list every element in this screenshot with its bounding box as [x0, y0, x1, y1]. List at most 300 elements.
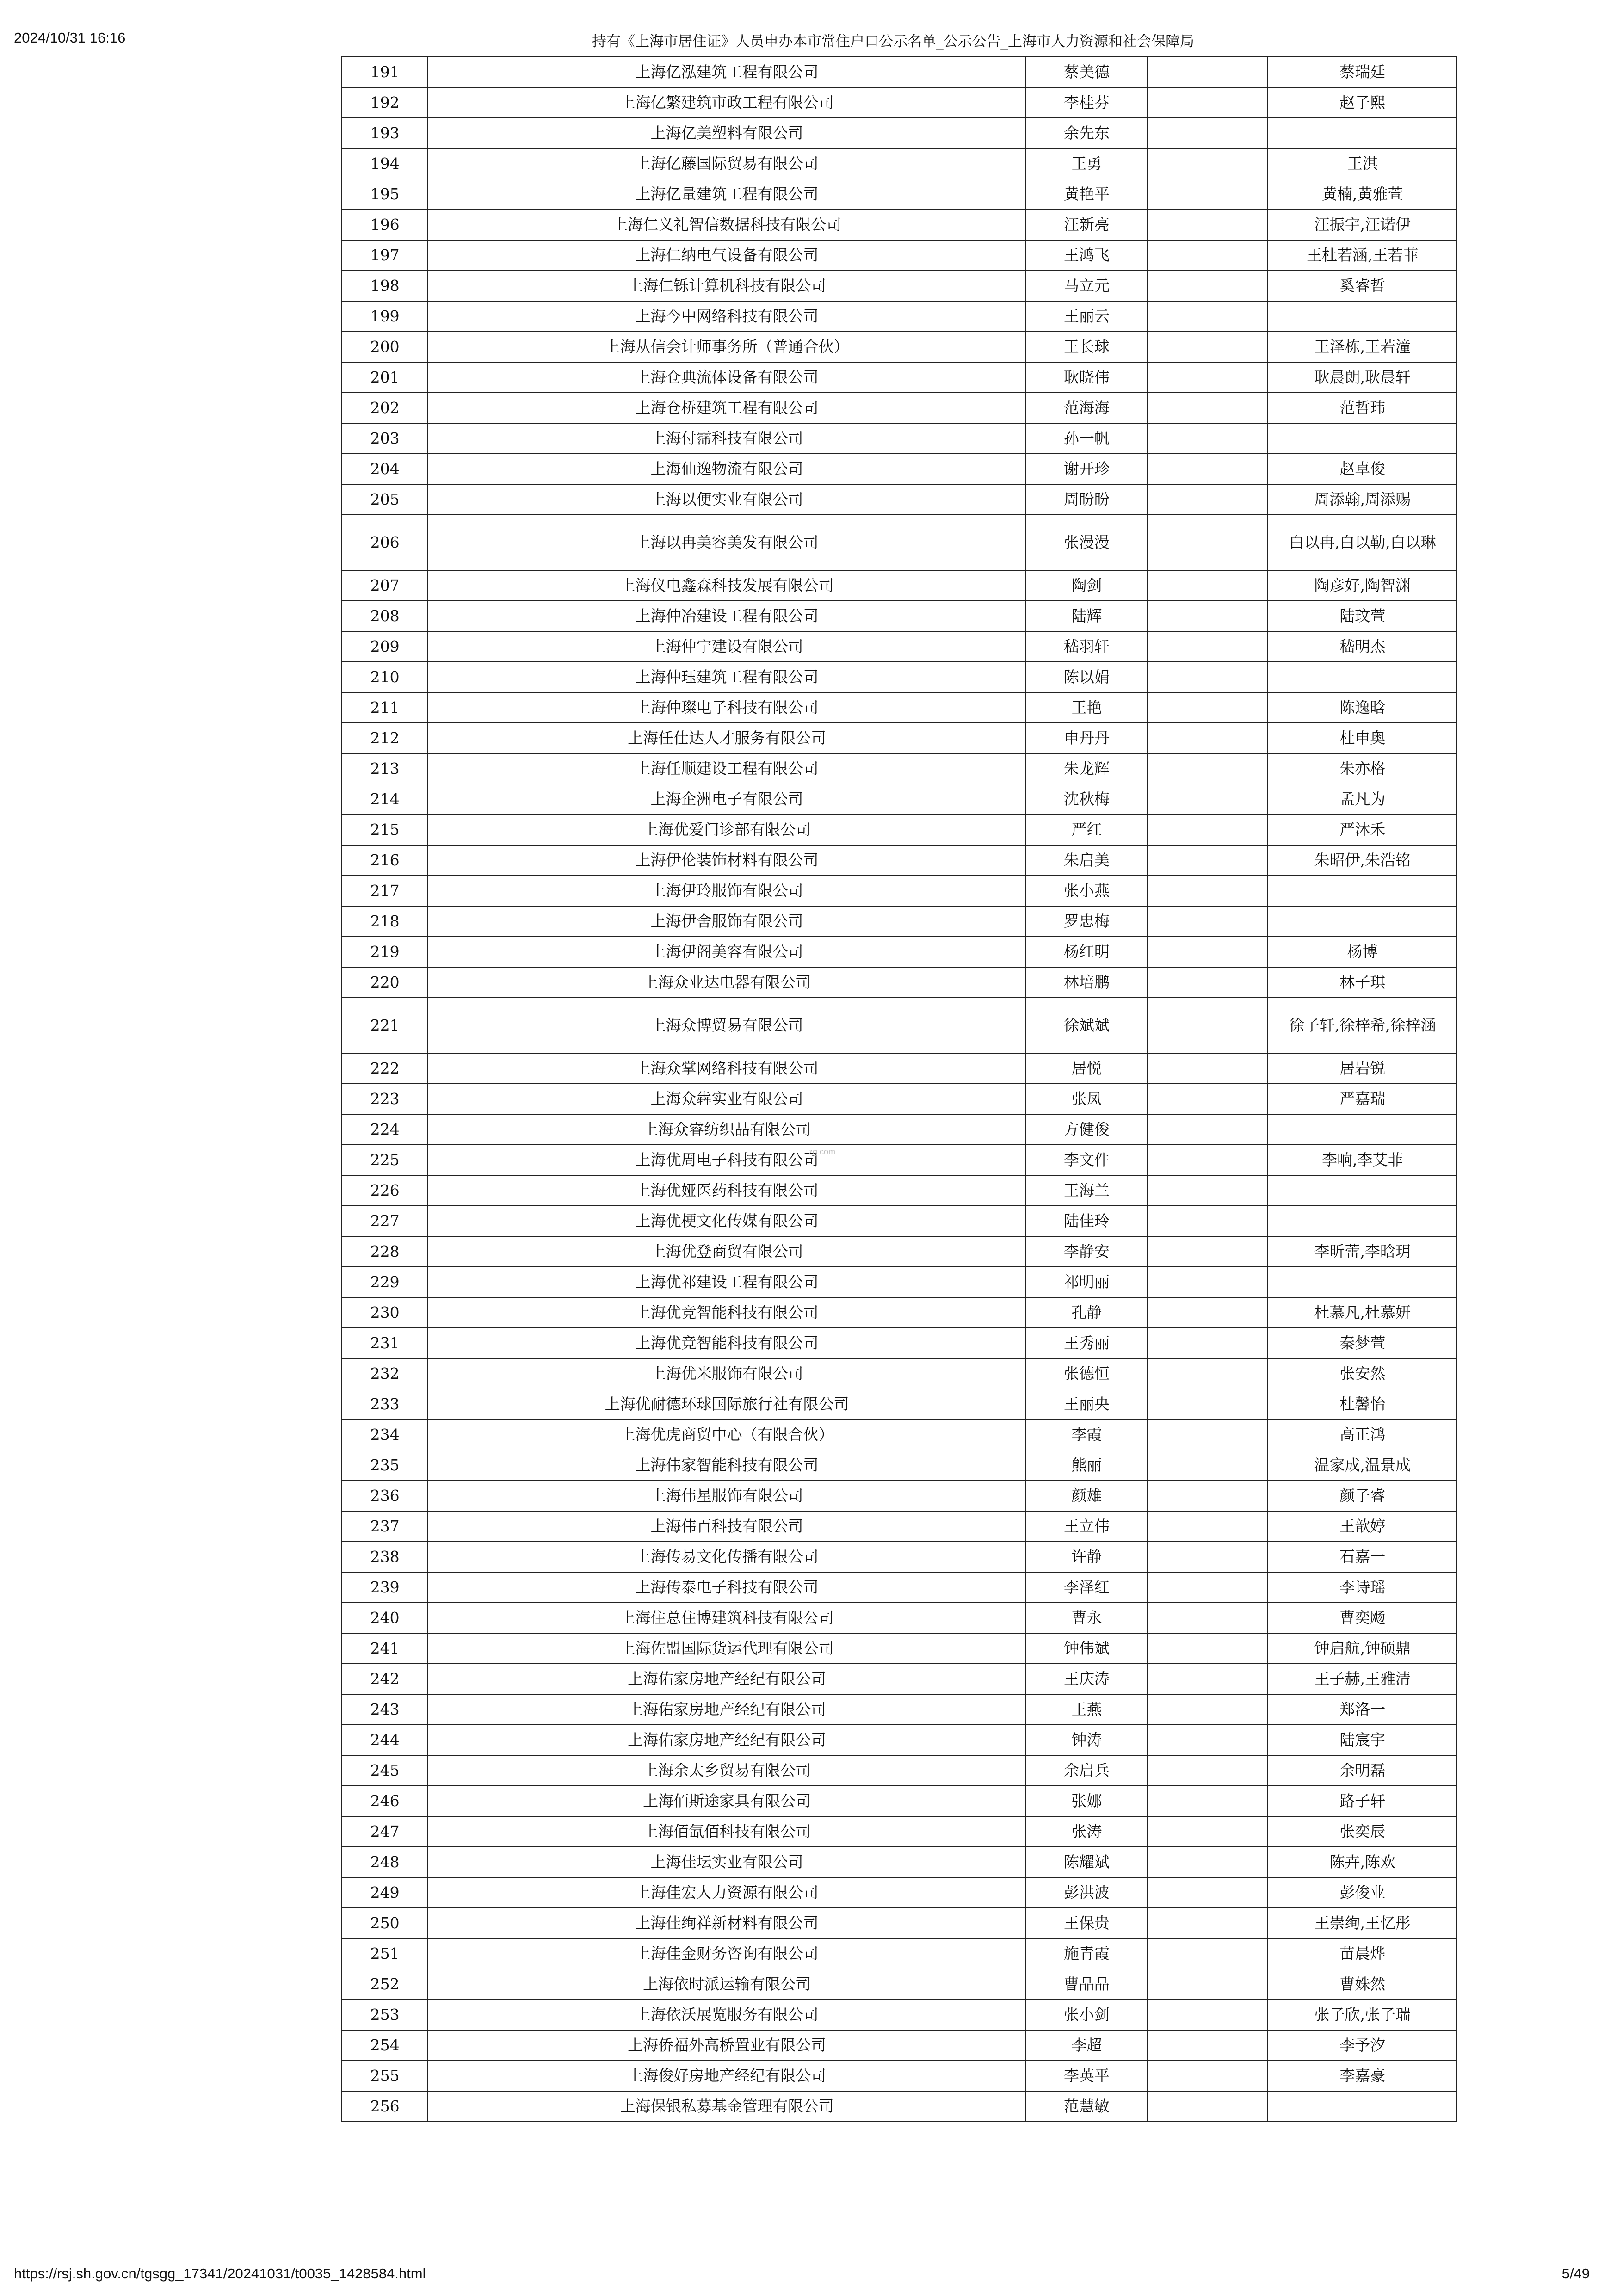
family-members-cell: 李诗瑶: [1268, 1572, 1457, 1603]
applicant-name-cell: 谢开珍: [1026, 454, 1148, 484]
row-number-cell: 226: [342, 1175, 428, 1206]
family-members-cell: 耿晨朗,耿晨轩: [1268, 362, 1457, 393]
company-name-cell: 上海佳金财务咨询有限公司: [428, 1938, 1026, 1969]
blank-column-cell: [1148, 484, 1268, 515]
applicant-name-cell: 李静安: [1026, 1236, 1148, 1267]
company-name-cell: 上海众掌网络科技有限公司: [428, 1053, 1026, 1084]
applicant-name-cell: 范慧敏: [1026, 2091, 1148, 2122]
table-row: [342, 148, 1457, 179]
applicant-name-cell: 汪新亮: [1026, 210, 1148, 240]
family-members-cell: 钟启航,钟硕鼎: [1268, 1633, 1457, 1664]
company-name-cell: 上海依沃展览服务有限公司: [428, 2000, 1026, 2030]
row-number-cell: 224: [342, 1114, 428, 1145]
family-members-cell: [1268, 1206, 1457, 1236]
table-row: [342, 1206, 1457, 1236]
family-members-cell: 李嘉豪: [1268, 2061, 1457, 2091]
family-members-cell: 曹奕飏: [1268, 1603, 1457, 1633]
table-row: [342, 1450, 1457, 1481]
row-number-cell: 216: [342, 845, 428, 876]
blank-column-cell: [1148, 692, 1268, 723]
row-number-cell: 197: [342, 240, 428, 271]
family-members-cell: 奚睿哲: [1268, 271, 1457, 301]
applicant-name-cell: 王庆涛: [1026, 1664, 1148, 1694]
blank-column-cell: [1148, 1206, 1268, 1236]
blank-column-cell: [1148, 1053, 1268, 1084]
company-name-cell: 上海亿量建筑工程有限公司: [428, 179, 1026, 210]
row-number-cell: 252: [342, 1969, 428, 2000]
company-name-cell: 上海仓桥建筑工程有限公司: [428, 393, 1026, 423]
table-body: [342, 57, 1457, 2122]
blank-column-cell: [1148, 1267, 1268, 1297]
family-members-cell: 李昕蕾,李晗玥: [1268, 1236, 1457, 1267]
applicant-name-cell: 陆佳玲: [1026, 1206, 1148, 1236]
family-members-cell: 路子轩: [1268, 1786, 1457, 1816]
table-row: [342, 301, 1457, 332]
table-row: [342, 723, 1457, 753]
row-number-cell: 203: [342, 423, 428, 454]
family-members-cell: 李响,李艾菲: [1268, 1145, 1457, 1175]
company-name-cell: 上海众睿纺织品有限公司: [428, 1114, 1026, 1145]
blank-column-cell: [1148, 1481, 1268, 1511]
company-name-cell: 上海保银私募基金管理有限公司: [428, 2091, 1026, 2122]
blank-column-cell: [1148, 332, 1268, 362]
blank-column-cell: [1148, 1603, 1268, 1633]
row-number-cell: 239: [342, 1572, 428, 1603]
table-row: [342, 1877, 1457, 1908]
applicant-name-cell: 王勇: [1026, 148, 1148, 179]
table-row: [342, 2000, 1457, 2030]
table-row: [342, 1420, 1457, 1450]
applicant-name-cell: 黄艳平: [1026, 179, 1148, 210]
table-row: [342, 423, 1457, 454]
family-members-cell: [1268, 1114, 1457, 1145]
company-name-cell: 上海优耐德环球国际旅行社有限公司: [428, 1389, 1026, 1420]
applicant-name-cell: 李霞: [1026, 1420, 1148, 1450]
blank-column-cell: [1148, 1664, 1268, 1694]
blank-column-cell: [1148, 1694, 1268, 1725]
table-row: [342, 57, 1457, 87]
applicant-name-cell: 颜雄: [1026, 1481, 1148, 1511]
applicant-name-cell: 钟涛: [1026, 1725, 1148, 1755]
blank-column-cell: [1148, 601, 1268, 631]
blank-column-cell: [1148, 845, 1268, 876]
table-row: [342, 2030, 1457, 2061]
table-row: [342, 967, 1457, 998]
row-number-cell: 238: [342, 1542, 428, 1572]
table-row: [342, 1511, 1457, 1542]
row-number-cell: 209: [342, 631, 428, 662]
family-members-cell: 陆宸宇: [1268, 1725, 1457, 1755]
family-members-cell: [1268, 301, 1457, 332]
applicant-name-cell: 王丽央: [1026, 1389, 1148, 1420]
row-number-cell: 220: [342, 967, 428, 998]
table-row: [342, 1664, 1457, 1694]
company-name-cell: 上海佑家房地产经纪有限公司: [428, 1664, 1026, 1694]
row-number-cell: 246: [342, 1786, 428, 1816]
page-title: 持有《上海市居住证》人员申办本市常住户口公示名单_公示公告_上海市人力资源和社会保障局: [592, 33, 1194, 50]
blank-column-cell: [1148, 210, 1268, 240]
family-members-cell: 郑洛一: [1268, 1694, 1457, 1725]
blank-column-cell: [1148, 1786, 1268, 1816]
table-row: [342, 2091, 1457, 2122]
company-name-cell: 上海优竞智能科技有限公司: [428, 1328, 1026, 1358]
company-name-cell: 上海伊伦装饰材料有限公司: [428, 845, 1026, 876]
company-name-cell: 上海任顺建设工程有限公司: [428, 753, 1026, 784]
row-number-cell: 201: [342, 362, 428, 393]
applicant-name-cell: 曹晶晶: [1026, 1969, 1148, 2000]
row-number-cell: 243: [342, 1694, 428, 1725]
company-name-cell: 上海亿美塑料有限公司: [428, 118, 1026, 148]
row-number-cell: 235: [342, 1450, 428, 1481]
table-row: [342, 1145, 1457, 1175]
family-members-cell: 王歆婷: [1268, 1511, 1457, 1542]
family-members-cell: 嵇明杰: [1268, 631, 1457, 662]
blank-column-cell: [1148, 1175, 1268, 1206]
applicant-name-cell: 杨红明: [1026, 937, 1148, 967]
applicant-name-cell: 李英平: [1026, 2061, 1148, 2091]
family-members-cell: 秦梦萱: [1268, 1328, 1457, 1358]
family-members-cell: 苗晨烨: [1268, 1938, 1457, 1969]
table-row: [342, 179, 1457, 210]
blank-column-cell: [1148, 2000, 1268, 2030]
applicant-name-cell: 张小剑: [1026, 2000, 1148, 2030]
applicant-name-cell: 张德恒: [1026, 1358, 1148, 1389]
applicant-name-cell: 张娜: [1026, 1786, 1148, 1816]
family-members-cell: [1268, 423, 1457, 454]
applicant-name-cell: 施青霞: [1026, 1938, 1148, 1969]
family-members-cell: 王杜若涵,王若菲: [1268, 240, 1457, 271]
table-row: [342, 631, 1457, 662]
company-name-cell: 上海仲宁建设有限公司: [428, 631, 1026, 662]
blank-column-cell: [1148, 1297, 1268, 1328]
blank-column-cell: [1148, 815, 1268, 845]
blank-column-cell: [1148, 1938, 1268, 1969]
company-name-cell: 上海住总住博建筑科技有限公司: [428, 1603, 1026, 1633]
company-name-cell: 上海仲珏建筑工程有限公司: [428, 662, 1026, 692]
row-number-cell: 214: [342, 784, 428, 815]
table-row: [342, 1572, 1457, 1603]
row-number-cell: 240: [342, 1603, 428, 1633]
applicant-name-cell: 孔静: [1026, 1297, 1148, 1328]
family-members-cell: 林子琪: [1268, 967, 1457, 998]
blank-column-cell: [1148, 784, 1268, 815]
company-name-cell: 上海优竞智能科技有限公司: [428, 1297, 1026, 1328]
row-number-cell: 207: [342, 570, 428, 601]
company-name-cell: 上海亿藤国际贸易有限公司: [428, 148, 1026, 179]
row-number-cell: 230: [342, 1297, 428, 1328]
family-members-cell: [1268, 662, 1457, 692]
table-row: [342, 1542, 1457, 1572]
table-row: [342, 906, 1457, 937]
family-members-cell: [1268, 876, 1457, 906]
family-members-cell: 张奕辰: [1268, 1816, 1457, 1847]
blank-column-cell: [1148, 1114, 1268, 1145]
applicant-name-cell: 王海兰: [1026, 1175, 1148, 1206]
row-number-cell: 241: [342, 1633, 428, 1664]
row-number-cell: 225: [342, 1145, 428, 1175]
company-name-cell: 上海仲璨电子科技有限公司: [428, 692, 1026, 723]
family-members-cell: 汪振宇,汪诺伊: [1268, 210, 1457, 240]
row-number-cell: 247: [342, 1816, 428, 1847]
table-row: [342, 937, 1457, 967]
table-row: [342, 601, 1457, 631]
blank-column-cell: [1148, 662, 1268, 692]
company-name-cell: 上海仙逸物流有限公司: [428, 454, 1026, 484]
family-members-cell: 杜申奥: [1268, 723, 1457, 753]
blank-column-cell: [1148, 118, 1268, 148]
family-members-cell: 曹姝然: [1268, 1969, 1457, 2000]
company-name-cell: 上海仓典流体设备有限公司: [428, 362, 1026, 393]
row-number-cell: 217: [342, 876, 428, 906]
blank-column-cell: [1148, 937, 1268, 967]
company-name-cell: 上海众犇实业有限公司: [428, 1084, 1026, 1114]
applicant-name-cell: 朱龙辉: [1026, 753, 1148, 784]
blank-column-cell: [1148, 1328, 1268, 1358]
table-row: [342, 1084, 1457, 1114]
row-number-cell: 242: [342, 1664, 428, 1694]
applicant-name-cell: 张凤: [1026, 1084, 1148, 1114]
row-number-cell: 222: [342, 1053, 428, 1084]
applicant-name-cell: 李桂芬: [1026, 87, 1148, 118]
table-row: [342, 815, 1457, 845]
family-members-cell: 颜子睿: [1268, 1481, 1457, 1511]
row-number-cell: 218: [342, 906, 428, 937]
family-members-cell: [1268, 1175, 1457, 1206]
family-members-cell: 赵子熙: [1268, 87, 1457, 118]
applicant-name-cell: 王丽云: [1026, 301, 1148, 332]
blank-column-cell: [1148, 271, 1268, 301]
row-number-cell: 233: [342, 1389, 428, 1420]
row-number-cell: 210: [342, 662, 428, 692]
row-number-cell: 208: [342, 601, 428, 631]
company-name-cell: 上海佑家房地产经纪有限公司: [428, 1725, 1026, 1755]
applicant-name-cell: 张漫漫: [1026, 515, 1148, 570]
family-members-cell: 赵卓俊: [1268, 454, 1457, 484]
company-name-cell: 上海优娅医药科技有限公司: [428, 1175, 1026, 1206]
row-number-cell: 193: [342, 118, 428, 148]
family-members-cell: 高正鸿: [1268, 1420, 1457, 1450]
row-number-cell: 229: [342, 1267, 428, 1297]
company-name-cell: 上海亿泓建筑工程有限公司: [428, 57, 1026, 87]
blank-column-cell: [1148, 1420, 1268, 1450]
blank-column-cell: [1148, 1633, 1268, 1664]
blank-column-cell: [1148, 1450, 1268, 1481]
table-row: [342, 1847, 1457, 1877]
blank-column-cell: [1148, 723, 1268, 753]
blank-column-cell: [1148, 1908, 1268, 1938]
applicant-name-cell: 嵇羽轩: [1026, 631, 1148, 662]
family-members-cell: 陶彦好,陶智渊: [1268, 570, 1457, 601]
company-name-cell: 上海以冉美容美发有限公司: [428, 515, 1026, 570]
blank-column-cell: [1148, 2091, 1268, 2122]
row-number-cell: 236: [342, 1481, 428, 1511]
applicant-name-cell: 严红: [1026, 815, 1148, 845]
company-name-cell: 上海亿繁建筑市政工程有限公司: [428, 87, 1026, 118]
blank-column-cell: [1148, 515, 1268, 570]
table-row: [342, 662, 1457, 692]
company-name-cell: 上海企洲电子有限公司: [428, 784, 1026, 815]
family-members-cell: 白以冉,白以勒,白以琳: [1268, 515, 1457, 570]
family-members-cell: [1268, 1267, 1457, 1297]
row-number-cell: 191: [342, 57, 428, 87]
row-number-cell: 249: [342, 1877, 428, 1908]
blank-column-cell: [1148, 753, 1268, 784]
applicant-name-cell: 徐斌斌: [1026, 998, 1148, 1053]
family-members-cell: 王子赫,王雅清: [1268, 1664, 1457, 1694]
print-datetime: 2024/10/31 16:16: [14, 30, 126, 46]
applicant-name-cell: 王燕: [1026, 1694, 1148, 1725]
table-row: [342, 1908, 1457, 1938]
row-number-cell: 221: [342, 998, 428, 1053]
blank-column-cell: [1148, 906, 1268, 937]
table-row: [342, 87, 1457, 118]
blank-column-cell: [1148, 1389, 1268, 1420]
blank-column-cell: [1148, 1084, 1268, 1114]
blank-column-cell: [1148, 1725, 1268, 1755]
company-name-cell: 上海仁铄计算机科技有限公司: [428, 271, 1026, 301]
table-row: [342, 118, 1457, 148]
applicant-name-cell: 方健俊: [1026, 1114, 1148, 1145]
row-number-cell: 254: [342, 2030, 428, 2061]
family-members-cell: 余明磊: [1268, 1755, 1457, 1786]
row-number-cell: 198: [342, 271, 428, 301]
row-number-cell: 253: [342, 2000, 428, 2030]
table-row: [342, 998, 1457, 1053]
blank-column-cell: [1148, 423, 1268, 454]
row-number-cell: 206: [342, 515, 428, 570]
table-row: [342, 1114, 1457, 1145]
applicant-name-cell: 曹永: [1026, 1603, 1148, 1633]
applicant-name-cell: 王秀丽: [1026, 1328, 1148, 1358]
company-name-cell: 上海伊玲服饰有限公司: [428, 876, 1026, 906]
applicant-name-cell: 钟伟斌: [1026, 1633, 1148, 1664]
table-row: [342, 1358, 1457, 1389]
table-row: [342, 1816, 1457, 1847]
company-name-cell: 上海任仕达人才服务有限公司: [428, 723, 1026, 753]
table-row: [342, 1267, 1457, 1297]
blank-column-cell: [1148, 57, 1268, 87]
company-name-cell: 上海伊舍服饰有限公司: [428, 906, 1026, 937]
family-members-cell: 彭俊业: [1268, 1877, 1457, 1908]
table-row: [342, 570, 1457, 601]
blank-column-cell: [1148, 570, 1268, 601]
row-number-cell: 200: [342, 332, 428, 362]
row-number-cell: 192: [342, 87, 428, 118]
row-number-cell: 250: [342, 1908, 428, 1938]
company-name-cell: 上海优梗文化传媒有限公司: [428, 1206, 1026, 1236]
table-row: [342, 845, 1457, 876]
blank-column-cell: [1148, 1236, 1268, 1267]
company-name-cell: 上海仪电鑫森科技发展有限公司: [428, 570, 1026, 601]
row-number-cell: 212: [342, 723, 428, 753]
family-members-cell: 陈逸晗: [1268, 692, 1457, 723]
row-number-cell: 237: [342, 1511, 428, 1542]
table-row: [342, 1725, 1457, 1755]
row-number-cell: 256: [342, 2091, 428, 2122]
row-number-cell: 245: [342, 1755, 428, 1786]
company-name-cell: 上海佰氙佰科技有限公司: [428, 1816, 1026, 1847]
table-row: [342, 1694, 1457, 1725]
family-members-cell: 周添翰,周添赐: [1268, 484, 1457, 515]
page-url[interactable]: https://rsj.sh.gov.cn/tgsgg_17341/20241031/t0035_1428584.html: [14, 2265, 426, 2282]
family-members-cell: 严嘉瑞: [1268, 1084, 1457, 1114]
applicant-name-cell: 马立元: [1026, 271, 1148, 301]
table-row: [342, 332, 1457, 362]
company-name-cell: 上海伟百科技有限公司: [428, 1511, 1026, 1542]
blank-column-cell: [1148, 454, 1268, 484]
row-number-cell: 202: [342, 393, 428, 423]
applicant-name-cell: 王鸿飞: [1026, 240, 1148, 271]
row-number-cell: 194: [342, 148, 428, 179]
company-name-cell: 上海传易文化传播有限公司: [428, 1542, 1026, 1572]
table-row: [342, 1236, 1457, 1267]
company-name-cell: 上海佳坛实业有限公司: [428, 1847, 1026, 1877]
family-members-cell: 杜慕凡,杜慕妍: [1268, 1297, 1457, 1328]
applicant-name-cell: 范海海: [1026, 393, 1148, 423]
blank-column-cell: [1148, 876, 1268, 906]
row-number-cell: 199: [342, 301, 428, 332]
row-number-cell: 228: [342, 1236, 428, 1267]
company-name-cell: 上海优祁建设工程有限公司: [428, 1267, 1026, 1297]
applicant-name-cell: 耿晓伟: [1026, 362, 1148, 393]
applicant-name-cell: 余先东: [1026, 118, 1148, 148]
family-members-cell: 居岩锐: [1268, 1053, 1457, 1084]
blank-column-cell: [1148, 393, 1268, 423]
table-row: [342, 876, 1457, 906]
company-name-cell: 上海优虎商贸中心（有限合伙）: [428, 1420, 1026, 1450]
applicant-name-cell: 彭洪波: [1026, 1877, 1148, 1908]
blank-column-cell: [1148, 967, 1268, 998]
company-name-cell: 上海佰斯途家具有限公司: [428, 1786, 1026, 1816]
applicant-name-cell: 朱启美: [1026, 845, 1148, 876]
company-name-cell: 上海佐盟国际货运代理有限公司: [428, 1633, 1026, 1664]
company-name-cell: 上海仁义礼智信数据科技有限公司: [428, 210, 1026, 240]
row-number-cell: 234: [342, 1420, 428, 1450]
row-number-cell: 251: [342, 1938, 428, 1969]
watermark-text: zg.com: [808, 1147, 836, 1156]
table-row: [342, 1969, 1457, 2000]
company-name-cell: 上海优米服饰有限公司: [428, 1358, 1026, 1389]
row-number-cell: 244: [342, 1725, 428, 1755]
family-members-cell: [1268, 118, 1457, 148]
company-name-cell: 上海优周电子科技有限公司: [428, 1145, 1026, 1175]
applicant-name-cell: 李文件: [1026, 1145, 1148, 1175]
applicant-name-cell: 张涛: [1026, 1816, 1148, 1847]
table-row: [342, 1786, 1457, 1816]
applicant-name-cell: 许静: [1026, 1542, 1148, 1572]
company-name-cell: 上海以便实业有限公司: [428, 484, 1026, 515]
blank-column-cell: [1148, 1542, 1268, 1572]
blank-column-cell: [1148, 631, 1268, 662]
row-number-cell: 215: [342, 815, 428, 845]
table-row: [342, 210, 1457, 240]
company-name-cell: 上海今中网络科技有限公司: [428, 301, 1026, 332]
applicant-name-cell: 李泽红: [1026, 1572, 1148, 1603]
table-row: [342, 1175, 1457, 1206]
company-name-cell: 上海优登商贸有限公司: [428, 1236, 1026, 1267]
blank-column-cell: [1148, 1877, 1268, 1908]
company-name-cell: 上海余太乡贸易有限公司: [428, 1755, 1026, 1786]
table-row: [342, 1938, 1457, 1969]
applicant-name-cell: 蔡美德: [1026, 57, 1148, 87]
applicant-name-cell: 陈耀斌: [1026, 1847, 1148, 1877]
blank-column-cell: [1148, 1358, 1268, 1389]
table-row: [342, 1389, 1457, 1420]
family-members-cell: 蔡瑞廷: [1268, 57, 1457, 87]
table-row: [342, 1633, 1457, 1664]
table-row: [342, 393, 1457, 423]
company-name-cell: 上海仁纳电气设备有限公司: [428, 240, 1026, 271]
